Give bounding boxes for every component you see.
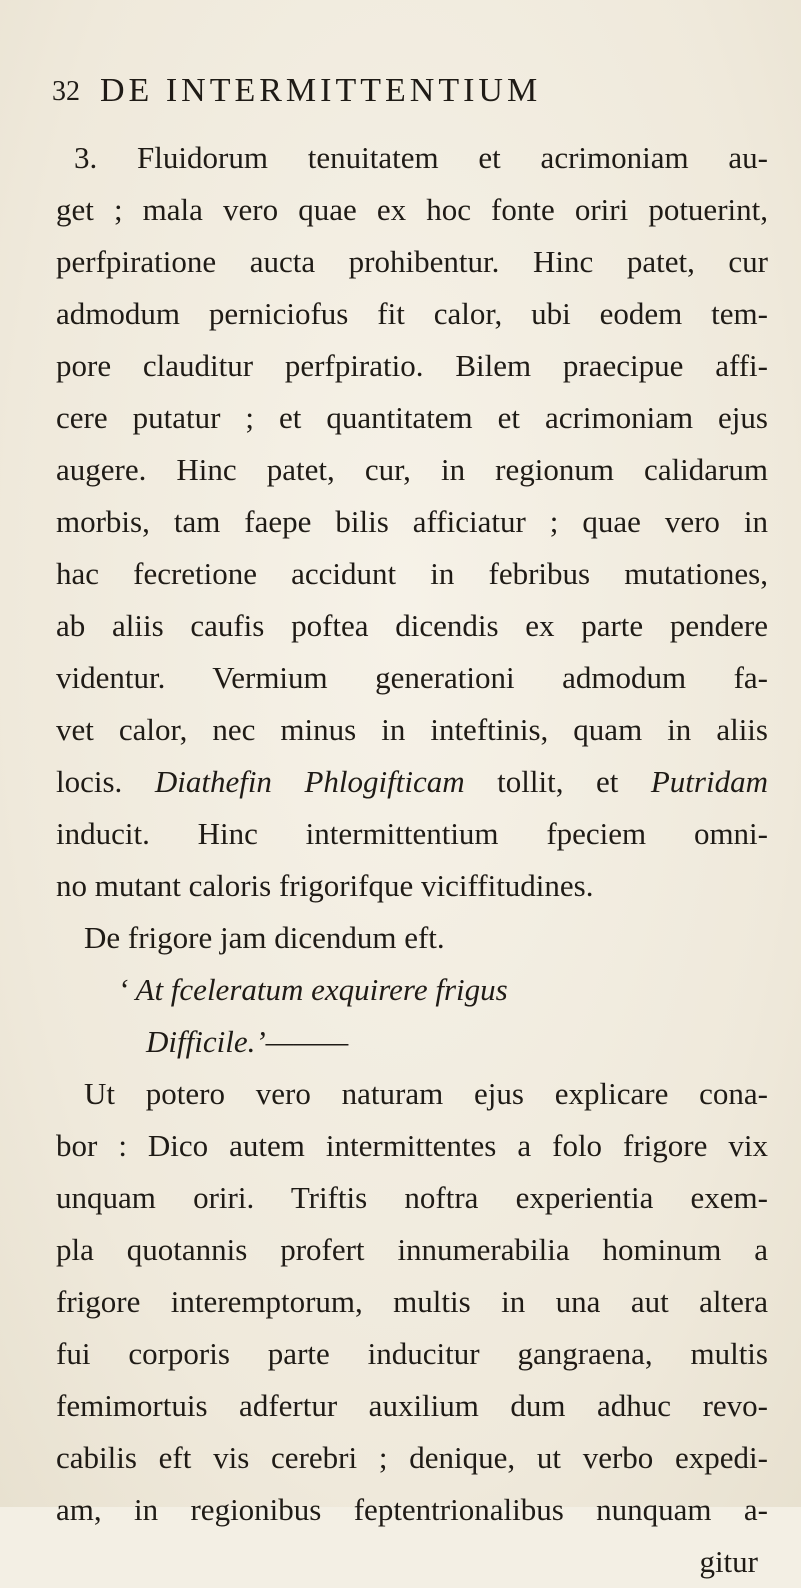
text-line: De frigore jam dicendum eft. xyxy=(84,920,445,955)
text-line: inducit. Hinc intermittentium fpeciem omni- xyxy=(56,816,768,851)
quotation-text: ‘ At fceleratum exquirere frigus xyxy=(118,972,508,1007)
text-line: pore clauditur perfpiratio. Bilem praecipue affi- xyxy=(56,348,768,383)
text-line: frigore interemptorum, multis in una aut altera xyxy=(56,1284,768,1319)
text-span: tollit, et xyxy=(464,764,651,799)
text-line: femimortuis adfertur auxilium dum adhuc revo- xyxy=(56,1388,768,1423)
text-line: bor : Dico autem intermittentes a folo frigore vix xyxy=(56,1128,768,1163)
running-head: DE INTERMITTENTIUM xyxy=(100,72,542,109)
text-line: cabilis eft vis cerebri ; denique, ut verbo expedi- xyxy=(56,1440,768,1475)
text-line: hac fecretione accidunt in febribus mutationes, xyxy=(56,556,768,591)
quotation-line xyxy=(56,1016,768,1068)
text-span: locis. xyxy=(56,764,155,799)
text-line: no mutant caloris frigorifque viciffitudines. xyxy=(56,868,594,903)
page-header xyxy=(52,68,752,116)
text-line: fui corporis parte inducitur gangraena, multis xyxy=(56,1336,768,1371)
text-line: vet calor, nec minus in inteftinis, quam in aliis xyxy=(56,712,768,747)
catchword: gitur xyxy=(699,1544,758,1579)
text-line: get ; mala vero quae ex hoc fonte oriri potuerint, xyxy=(56,192,768,227)
text-line: admodum perniciofus fit calor, ubi eodem tem- xyxy=(56,296,768,331)
page-number: 32 xyxy=(52,76,80,107)
text-line: perfpiratione aucta prohibentur. Hinc patet, cur xyxy=(56,244,768,279)
text-line: pla quotannis profert innumerabilia hominum a xyxy=(56,1232,768,1267)
text-line xyxy=(56,756,768,808)
italic-term: Putridam xyxy=(650,764,768,799)
text-line: augere. Hinc patet, cur, in regionum calidarum xyxy=(56,452,768,487)
text-line: 3. Fluidorum tenuitatem et acrimoniam au- xyxy=(74,140,768,175)
text-line: unquam oriri. Triftis noftra experientia exem- xyxy=(56,1180,768,1215)
text-line: morbis, tam faepe bilis afficiatur ; quae vero in xyxy=(56,504,768,539)
text-line: ab aliis caufis poftea dicendis ex parte pendere xyxy=(56,608,768,643)
text-line: am, in regionibus feptentrionalibus nunquam a- xyxy=(56,1492,768,1527)
text-line: videntur. Vermium generationi admodum fa- xyxy=(56,660,768,695)
text-line: cere putatur ; et quantitatem et acrimoniam ejus xyxy=(56,400,768,435)
quotation-text: Difficile.’——— xyxy=(146,1024,349,1059)
quotation-line xyxy=(56,964,768,1016)
italic-term: Diathefin Phlogifticam xyxy=(154,764,465,799)
text-line: Ut potero vero naturam ejus explicare cona- xyxy=(84,1076,768,1111)
body-text xyxy=(56,132,768,1588)
